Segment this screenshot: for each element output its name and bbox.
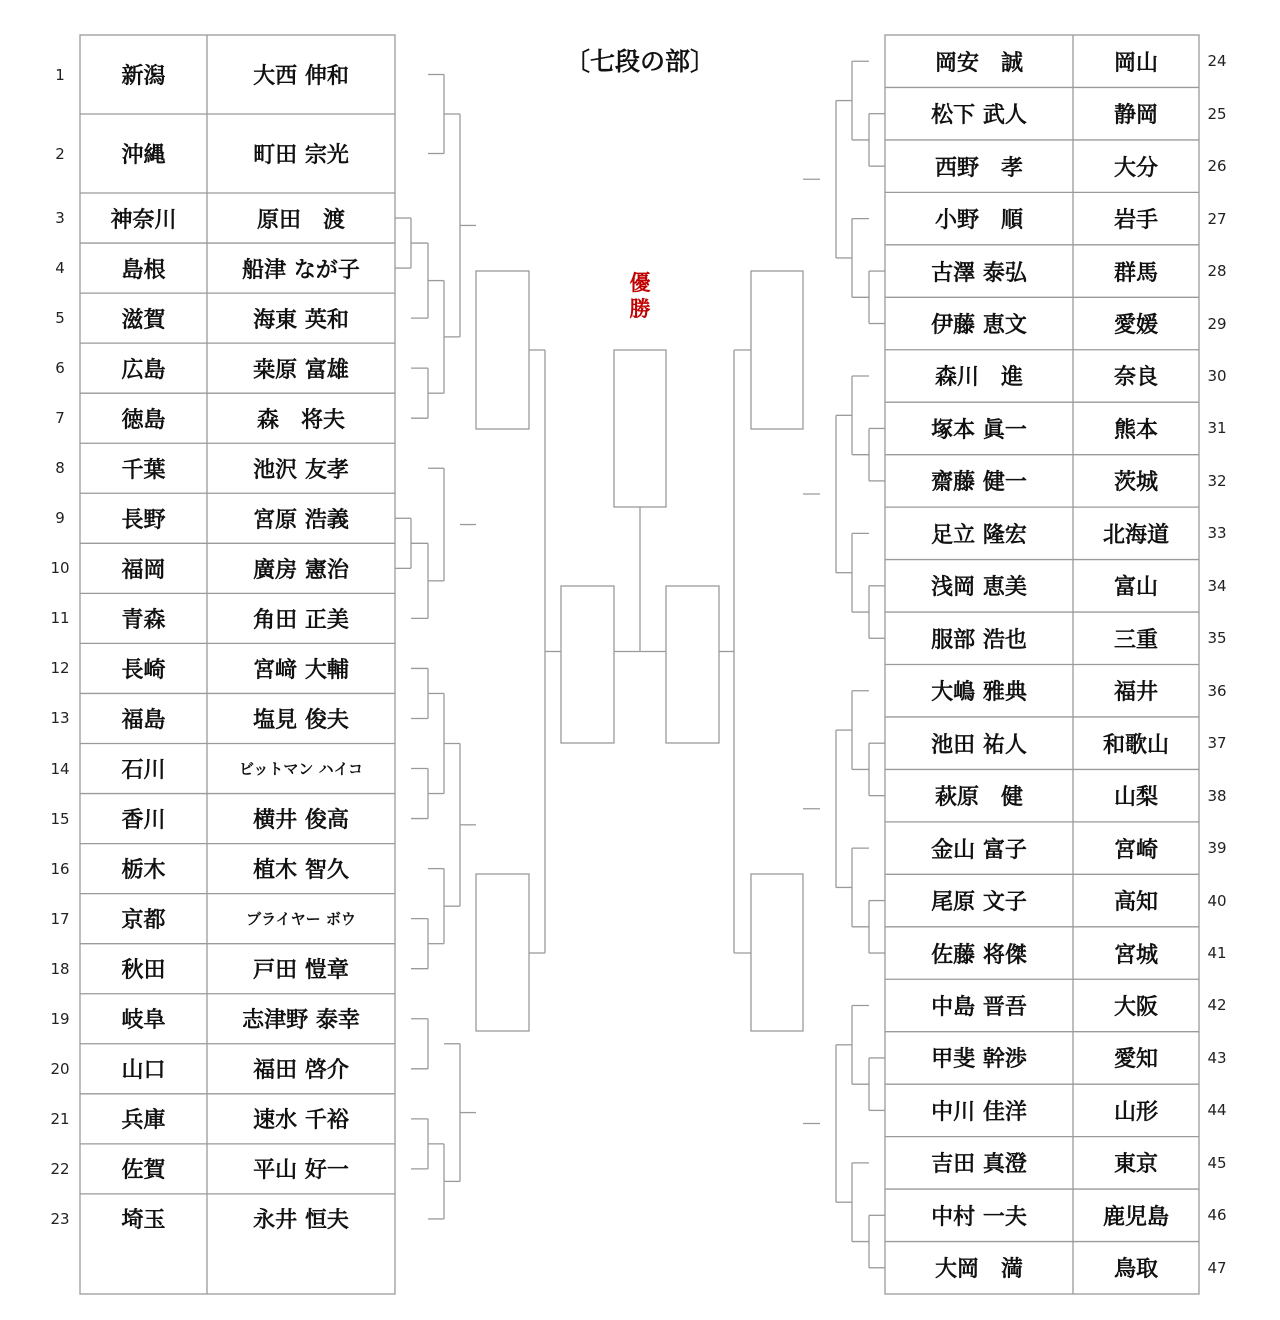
seed-number: 21 xyxy=(50,1109,70,1128)
seed-number: 14 xyxy=(50,759,70,778)
player-name-cell: 大嶋 雅典 xyxy=(931,680,1027,706)
seed-number: 11 xyxy=(50,609,70,628)
prefecture-cell: 鹿児島 xyxy=(1102,1204,1169,1230)
seed-number: 27 xyxy=(1207,209,1227,228)
player-name-cell: 古澤 泰弘 xyxy=(931,260,1027,286)
player-name-cell: 岡安 誠 xyxy=(934,50,1023,76)
prefecture-cell: 福井 xyxy=(1113,680,1158,706)
prefecture-cell: 栃木 xyxy=(121,858,166,884)
seed-number: 35 xyxy=(1207,629,1227,648)
seed-number: 2 xyxy=(55,144,65,163)
player-name-cell: 速水 千裕 xyxy=(253,1108,349,1134)
prefecture-cell: 千葉 xyxy=(121,457,166,483)
champion-label: 優勝 xyxy=(629,271,651,321)
player-name-cell: 中島 晋吾 xyxy=(931,994,1027,1020)
left-quarterfinal-box xyxy=(476,271,529,429)
prefecture-cell: 岩手 xyxy=(1113,208,1158,234)
player-name-cell: 海東 英和 xyxy=(253,307,349,333)
prefecture-cell: 福島 xyxy=(121,707,166,733)
seed-number: 18 xyxy=(50,959,70,978)
player-name-cell: 志津野 泰幸 xyxy=(242,1008,360,1034)
right-quarterfinal-box xyxy=(751,874,803,1031)
seed-number: 30 xyxy=(1207,366,1227,385)
prefecture-cell: 宮城 xyxy=(1113,942,1158,968)
seed-number: 3 xyxy=(55,209,65,228)
prefecture-cell: 群馬 xyxy=(1113,260,1158,286)
seed-number: 31 xyxy=(1207,419,1227,438)
prefecture-cell: 奈良 xyxy=(1113,365,1158,391)
player-name-cell: 塚本 眞一 xyxy=(931,417,1027,443)
prefecture-cell: 滋賀 xyxy=(121,307,166,333)
right-quarterfinal-box xyxy=(751,271,803,429)
seed-number: 22 xyxy=(50,1159,70,1178)
prefecture-cell: 青森 xyxy=(121,607,166,633)
player-name-cell: 植木 智久 xyxy=(253,858,349,884)
prefecture-cell: 石川 xyxy=(121,758,166,784)
prefecture-cell: 福岡 xyxy=(121,557,166,583)
seed-number: 46 xyxy=(1207,1206,1227,1225)
prefecture-cell: 宮崎 xyxy=(1113,837,1158,863)
seed-number: 25 xyxy=(1207,104,1227,123)
seed-number: 37 xyxy=(1207,734,1227,753)
prefecture-cell: 山梨 xyxy=(1113,785,1158,811)
prefecture-cell: 山口 xyxy=(121,1058,166,1084)
player-name-cell: 森 将夫 xyxy=(256,407,345,433)
seed-number: 5 xyxy=(55,309,65,328)
prefecture-cell: 熊本 xyxy=(1113,417,1158,443)
player-name-cell: 中村 一夫 xyxy=(931,1204,1027,1230)
player-name-cell: 中川 佳洋 xyxy=(931,1099,1027,1125)
prefecture-cell: 鳥取 xyxy=(1113,1257,1158,1283)
player-name-cell: 戸田 愷章 xyxy=(253,958,349,984)
player-name-cell: ビットマン ハイコ xyxy=(238,760,364,779)
player-name-cell: 塩見 俊夫 xyxy=(253,707,349,733)
player-name-cell: 平山 好一 xyxy=(253,1158,349,1184)
seed-number: 6 xyxy=(55,359,65,378)
player-name-cell: 齋藤 健一 xyxy=(931,470,1027,496)
seed-number: 33 xyxy=(1207,524,1227,543)
player-name-cell: 佐藤 将傑 xyxy=(931,942,1027,968)
prefecture-cell: 兵庫 xyxy=(121,1108,166,1134)
seed-number: 20 xyxy=(50,1059,70,1078)
player-name-cell: 甲斐 幹渉 xyxy=(931,1047,1027,1073)
seed-number: 1 xyxy=(55,65,65,84)
player-name-cell: 宮﨑 大輔 xyxy=(253,657,349,683)
prefecture-cell: 大分 xyxy=(1113,155,1158,181)
prefecture-cell: 山形 xyxy=(1113,1099,1158,1125)
prefecture-cell: 大阪 xyxy=(1113,994,1158,1020)
seed-number: 41 xyxy=(1207,944,1227,963)
player-name-cell: 福田 啓介 xyxy=(253,1058,349,1084)
player-name-cell: 宮原 浩義 xyxy=(253,507,349,533)
prefecture-cell: 長崎 xyxy=(121,657,166,683)
seed-number: 26 xyxy=(1207,157,1227,176)
prefecture-cell: 東京 xyxy=(1113,1152,1158,1178)
prefecture-cell: 三重 xyxy=(1113,627,1158,653)
seed-number: 8 xyxy=(55,459,65,478)
player-name-cell: ブライヤー ボウ xyxy=(246,910,356,929)
player-name-cell: 廣房 憲治 xyxy=(253,557,349,583)
seed-number: 29 xyxy=(1207,314,1227,333)
seed-number: 38 xyxy=(1207,786,1227,805)
prefecture-cell: 茨城 xyxy=(1113,470,1158,496)
player-name-cell: 横井 俊高 xyxy=(253,808,349,834)
player-name-cell: 原田 渡 xyxy=(256,207,345,233)
prefecture-cell: 長野 xyxy=(121,507,166,533)
seed-number: 19 xyxy=(50,1009,70,1028)
prefecture-cell: 広島 xyxy=(121,357,166,383)
prefecture-cell: 岐阜 xyxy=(121,1008,166,1034)
player-name-cell: 大岡 満 xyxy=(934,1257,1023,1283)
player-name-cell: 森川 進 xyxy=(934,365,1023,391)
prefecture-cell: 秋田 xyxy=(121,958,166,984)
seed-number: 39 xyxy=(1207,839,1227,858)
player-name-cell: 金山 富子 xyxy=(931,837,1027,863)
right-semifinal-box xyxy=(666,586,719,743)
seed-number: 17 xyxy=(50,909,70,928)
seed-number: 43 xyxy=(1207,1048,1227,1067)
prefecture-cell: 新潟 xyxy=(121,64,166,89)
seed-number: 15 xyxy=(50,809,70,828)
player-name-cell: 浅岡 恵美 xyxy=(931,575,1027,601)
prefecture-cell: 京都 xyxy=(121,908,166,934)
player-name-cell: 桒原 富雄 xyxy=(253,357,349,383)
player-name-cell: 角田 正美 xyxy=(253,607,349,633)
prefecture-cell: 愛媛 xyxy=(1113,313,1158,338)
player-name-cell: 萩原 健 xyxy=(934,785,1023,811)
seed-number: 16 xyxy=(50,859,70,878)
prefecture-cell: 神奈川 xyxy=(110,207,177,233)
player-name-cell: 船津 なが子 xyxy=(242,257,360,283)
prefecture-cell: 徳島 xyxy=(121,407,166,433)
seed-number: 47 xyxy=(1207,1258,1227,1277)
player-name-cell: 池田 祐人 xyxy=(931,732,1027,758)
player-name-cell: 尾原 文子 xyxy=(931,890,1027,916)
player-name-cell: 西野 孝 xyxy=(934,155,1023,181)
player-name-cell: 伊藤 恵文 xyxy=(931,313,1027,338)
player-name-cell: 永井 恒夫 xyxy=(253,1208,349,1234)
final-box xyxy=(614,350,666,507)
left-quarterfinal-box xyxy=(476,874,529,1031)
player-name-cell: 町田 宗光 xyxy=(253,143,349,168)
prefecture-cell: 高知 xyxy=(1113,890,1158,916)
seed-number: 12 xyxy=(50,659,70,678)
player-name-cell: 池沢 友孝 xyxy=(253,457,349,483)
player-name-cell: 吉田 真澄 xyxy=(931,1152,1027,1178)
player-name-cell: 大西 伸和 xyxy=(253,64,349,89)
left-semifinal-box xyxy=(561,586,614,743)
seed-number: 32 xyxy=(1207,471,1227,490)
prefecture-cell: 和歌山 xyxy=(1102,732,1169,758)
prefecture-cell: 岡山 xyxy=(1113,50,1158,76)
seed-number: 7 xyxy=(55,409,65,428)
seed-number: 23 xyxy=(50,1209,70,1228)
prefecture-cell: 北海道 xyxy=(1102,522,1169,548)
division-title: 〔七段の部〕 xyxy=(564,47,715,76)
player-name-cell: 松下 武人 xyxy=(931,103,1027,129)
seed-number: 40 xyxy=(1207,891,1227,910)
prefecture-cell: 静岡 xyxy=(1113,103,1158,129)
seed-number: 42 xyxy=(1207,996,1227,1015)
seed-number: 24 xyxy=(1207,52,1227,71)
seed-number: 13 xyxy=(50,709,70,728)
prefecture-cell: 愛知 xyxy=(1113,1047,1158,1073)
player-name-cell: 小野 順 xyxy=(934,208,1023,234)
seed-number: 36 xyxy=(1207,681,1227,700)
player-name-cell: 足立 隆宏 xyxy=(931,522,1027,548)
seed-number: 28 xyxy=(1207,262,1227,281)
prefecture-cell: 佐賀 xyxy=(121,1158,166,1184)
seed-number: 9 xyxy=(55,509,65,528)
prefecture-cell: 埼玉 xyxy=(121,1208,166,1234)
player-name-cell: 服部 浩也 xyxy=(931,627,1027,653)
seed-number: 44 xyxy=(1207,1101,1227,1120)
seed-number: 10 xyxy=(50,559,70,578)
prefecture-cell: 富山 xyxy=(1113,575,1158,601)
seed-number: 45 xyxy=(1207,1153,1227,1172)
seed-number: 34 xyxy=(1207,576,1227,595)
prefecture-cell: 島根 xyxy=(121,257,166,283)
seed-number: 4 xyxy=(55,259,65,278)
prefecture-cell: 沖縄 xyxy=(121,143,166,168)
prefecture-cell: 香川 xyxy=(121,808,166,834)
